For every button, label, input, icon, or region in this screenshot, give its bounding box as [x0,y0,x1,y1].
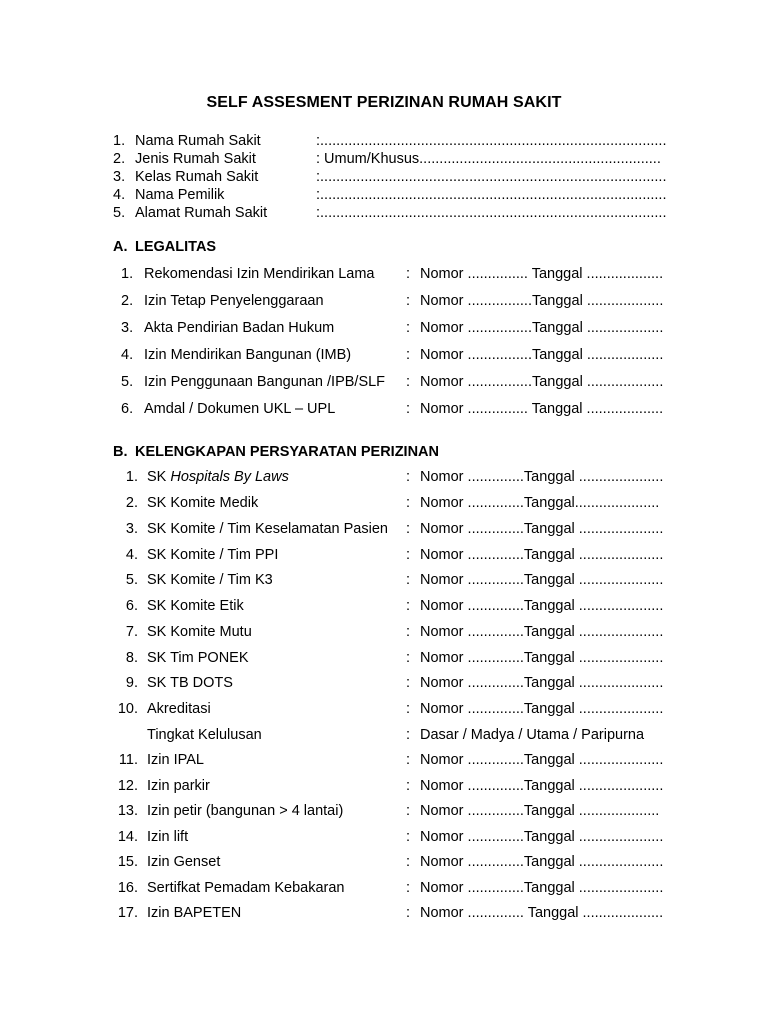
section-b-title: KELENGKAPAN PERSYARATAN PERIZINAN [135,444,439,460]
identity-number: 3. [113,169,126,185]
item-number: 17. [117,905,138,921]
item-label: Izin petir (bangunan > 4 lantai) [147,803,344,819]
item-colon: : [406,650,411,666]
item-label: SK Komite / Tim Keselamatan Pasien [147,521,388,537]
item-number: 13. [117,803,138,819]
item-label: SK TB DOTS [147,675,233,691]
identity-label: Nama Pemilik [135,187,225,203]
item-colon: : [406,624,411,640]
item-label: Izin IPAL [147,752,204,768]
document-title: SELF ASSESMENT PERIZINAN RUMAH SAKIT [206,94,562,111]
item-label: Izin Genset [147,854,221,870]
item-colon: : [406,701,411,717]
item-colon: : [406,880,411,896]
item-number: 2. [125,495,138,511]
item-colon: : [406,320,411,336]
item-label: Rekomendasi Izin Mendirikan Lama [144,266,375,282]
item-number: 10. [117,701,138,717]
item-label: SK Komite / Tim K3 [147,572,273,588]
item-colon: : [406,752,411,768]
item-colon: : [406,905,411,921]
item-label: Sertifkat Pemadam Kebakaran [147,880,345,896]
item-colon: : [406,598,411,614]
item-colon: : [406,293,411,309]
item-colon: : [406,727,411,743]
item-value: Nomor ..............Tanggal ..................... [420,547,664,563]
item-value: Nomor ................Tanggal ................... [420,293,664,309]
item-label: Tingkat Kelulusan [147,727,262,743]
item-label: Izin lift [147,829,189,845]
item-colon: : [406,521,411,537]
item-colon: : [406,572,411,588]
item-number: 3. [125,521,138,537]
item-number: 2. [121,293,134,309]
item-number: 5. [121,374,134,390]
item-colon: : [406,495,411,511]
item-colon: : [406,829,411,845]
item-number: 5. [125,572,138,588]
item-value: Nomor ................Tanggal ................... [420,320,664,336]
item-colon: : [406,547,411,563]
item-number: 14. [117,829,138,845]
section-a-letter: A. [113,239,128,255]
item-value: Nomor ..............Tanggal ..................... [420,880,664,896]
item-value: Nomor ..............Tanggal ..................... [420,854,664,870]
item-value: Nomor ..............Tanggal .................... [420,803,660,819]
item-number: 4. [121,347,134,363]
item-colon: : [406,675,411,691]
item-colon: : [406,401,411,417]
item-value: Nomor ..............Tanggal ..................... [420,521,664,537]
item-value: Nomor ..............Tanggal ..................... [420,624,664,640]
item-number: 3. [121,320,134,336]
item-value: Nomor ..............Tanggal ..................... [420,650,664,666]
item-label: Izin parkir [147,778,210,794]
identity-value: :...................................................................................... [316,133,667,149]
item-number: 6. [125,598,138,614]
item-value: Nomor ................Tanggal ................... [420,347,664,363]
item-colon: : [406,469,411,485]
item-value: Nomor .............. Tanggal .................... [420,905,664,921]
section-b-heading [113,443,513,461]
item-label: Akreditasi [147,701,211,717]
item-label-prefix: SK [147,469,171,485]
item-label: Amdal / Dokumen UKL – UPL [144,401,336,417]
item-value: Nomor ..............Tanggal..................... [420,495,660,511]
section-b-letter: B. [113,444,128,460]
item-number: 8. [125,650,138,666]
item-label: SK Tim PONEK [147,650,249,666]
item-value: Nomor ..............Tanggal ..................... [420,829,664,845]
item-value: Nomor ............... Tanggal ................... [420,266,664,282]
item-number: 12. [117,778,138,794]
item-value: Nomor ..............Tanggal ..................... [420,752,664,768]
item-colon: : [406,778,411,794]
item-number: 1. [121,266,134,282]
item-label: SK Komite Mutu [147,624,252,640]
identity-value: :...................................................................................... [316,205,667,221]
item-colon: : [406,266,411,282]
item-label-italic: Hospitals By Laws [170,469,289,485]
item-number: 9. [125,675,138,691]
item-value: Nomor ..............Tanggal ..................... [420,469,664,485]
section-a-title: LEGALITAS [135,239,217,255]
item-label: Akta Pendirian Badan Hukum [144,320,335,336]
item-number: 16. [117,880,138,896]
item-colon: : [406,374,411,390]
item-colon: : [406,347,411,363]
identity-value: :...................................................................................... [316,169,667,185]
item-value: Nomor ..............Tanggal ..................... [420,675,664,691]
item-number: 7. [125,624,138,640]
item-number: 11. [118,752,138,768]
identity-value: :...................................................................................... [316,187,667,203]
item-value: Nomor ..............Tanggal ..................... [420,598,664,614]
item-label: Izin Penggunaan Bangunan /IPB/SLF [144,374,386,390]
identity-label: Jenis Rumah Sakit [135,151,256,167]
item-colon: : [406,854,411,870]
identity-label: Alamat Rumah Sakit [135,205,268,221]
identity-value: : Umum/Khusus............................................................ [316,151,661,167]
item-label [147,468,289,486]
identity-number: 2. [113,151,126,167]
item-number: 1. [125,469,138,485]
identity-number: 5. [113,205,126,221]
item-value: Nomor ............... Tanggal ................... [420,401,664,417]
identity-number: 1. [113,133,126,149]
item-colon: : [406,803,411,819]
identity-number: 4. [113,187,126,203]
item-value: Nomor ..............Tanggal ..................... [420,778,664,794]
item-label: Izin Mendirikan Bangunan (IMB) [144,347,352,363]
item-label: SK Komite Etik [147,598,244,614]
item-label: Izin Tetap Penyelenggaraan [144,293,324,309]
item-value: Nomor ..............Tanggal ..................... [420,572,664,588]
identity-label: Kelas Rumah Sakit [135,169,259,185]
item-label: SK Komite / Tim PPI [147,547,279,563]
item-number: 4. [125,547,138,563]
section-a-heading [113,238,413,256]
item-value: Nomor ..............Tanggal ..................... [420,701,664,717]
item-number: 15. [117,854,138,870]
item-number: 6. [121,401,134,417]
item-value: Nomor ................Tanggal ................... [420,374,664,390]
item-value: Dasar / Madya / Utama / Paripurna [420,727,645,743]
item-label: SK Komite Medik [147,495,259,511]
identity-label: Nama Rumah Sakit [135,133,261,149]
item-label: Izin BAPETEN [147,905,242,921]
